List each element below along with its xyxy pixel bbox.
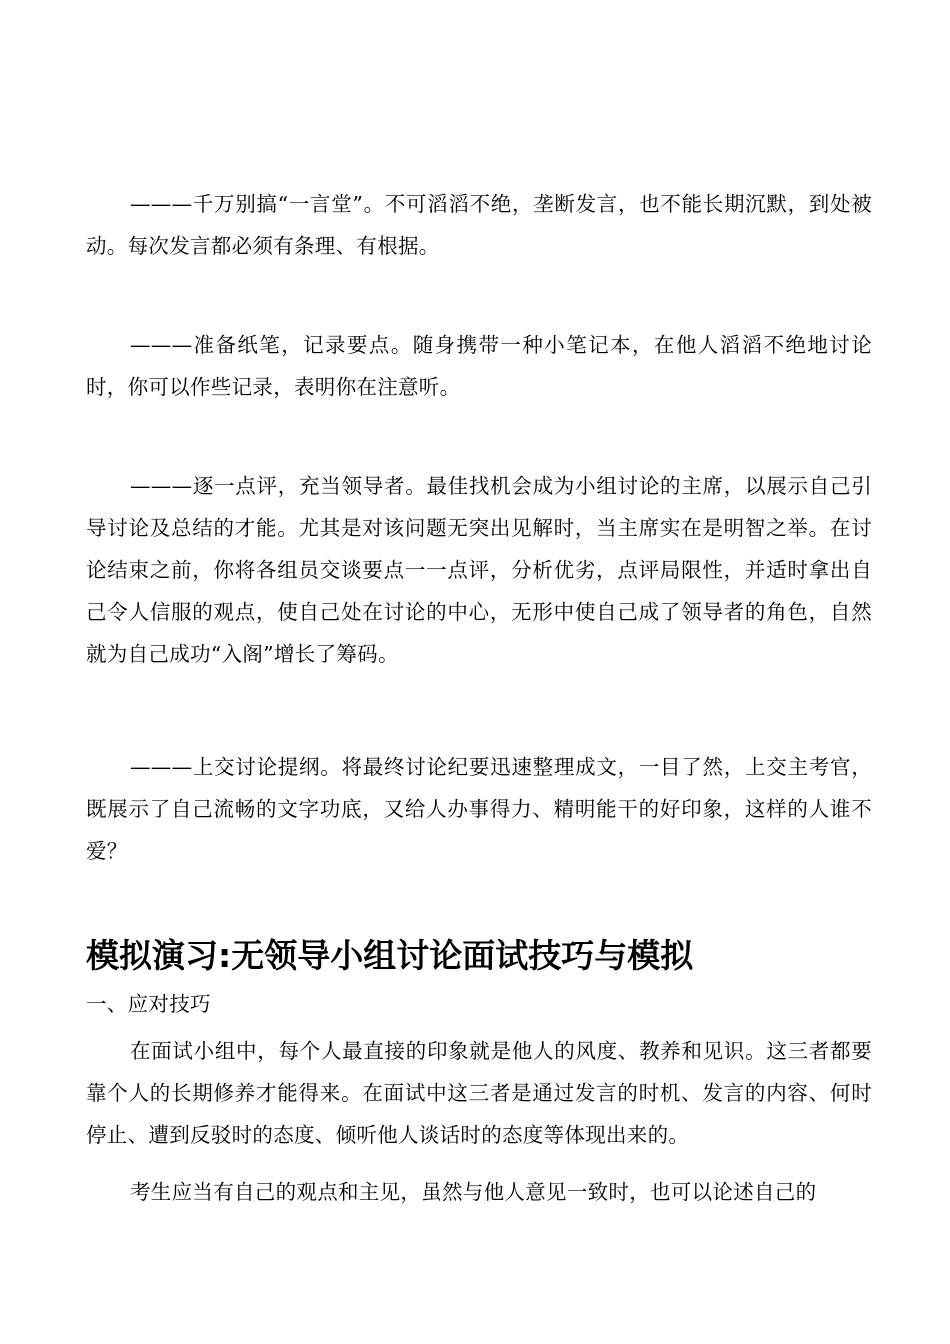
paragraph-act-as-leader: ———逐一点评，充当领导者。最佳找机会成为小组讨论的主席，以展示自己引导讨论及总结的才能。尤其是对该问题无突出见解时，当主席实在是明智之举。在讨论结束之前，你将各组员交谈要点一一点评，分析优劣，点评局限性，并适时拿出自己令人信服的观点，使自己处在讨论的中心，无形中使自己成了领导者的角色，自然就为自己成功“入阁”增长了筹码。 <box>86 474 872 666</box>
paragraph-own-opinion: 考生应当有自己的观点和主见，虽然与他人意见一致时，也可以论述自己的 <box>130 1180 817 1204</box>
subsection-heading: 一、应对技巧 <box>86 992 211 1016</box>
paragraph-submit-outline: ———上交讨论提纲。将最终讨论纪要迅速整理成文，一目了然，上交主考官，既展示了自己流畅的文字功底，又给人办事得力、精明能干的好印象，这样的人谁不爱？ <box>86 755 872 863</box>
paragraph-no-monopoly: ———千万别搞“一言堂”。不可滔滔不绝，垄断发言，也不能长期沉默，到处被动。每次发言都必须有条理、有根据。 <box>86 192 872 258</box>
paragraph-impressions: 在面试小组中，每个人最直接的印象就是他人的风度、教养和见识。这三者都要靠个人的长期修养才能得来。在面试中这三者是通过发言的时机、发言的内容、何时停止、遭到反驳时的态度、倾听他人谈话时的态度等体现出来的。 <box>86 1039 872 1147</box>
section-heading: 模拟演习:无领导小组讨论面试技巧与模拟 <box>86 936 694 975</box>
paragraph-take-notes: ———准备纸笔，记录要点。随身携带一种小笔记本，在他人滔滔不绝地讨论时，你可以作些记录，表明你在注意听。 <box>86 333 872 399</box>
document-page <box>86 0 872 1344</box>
